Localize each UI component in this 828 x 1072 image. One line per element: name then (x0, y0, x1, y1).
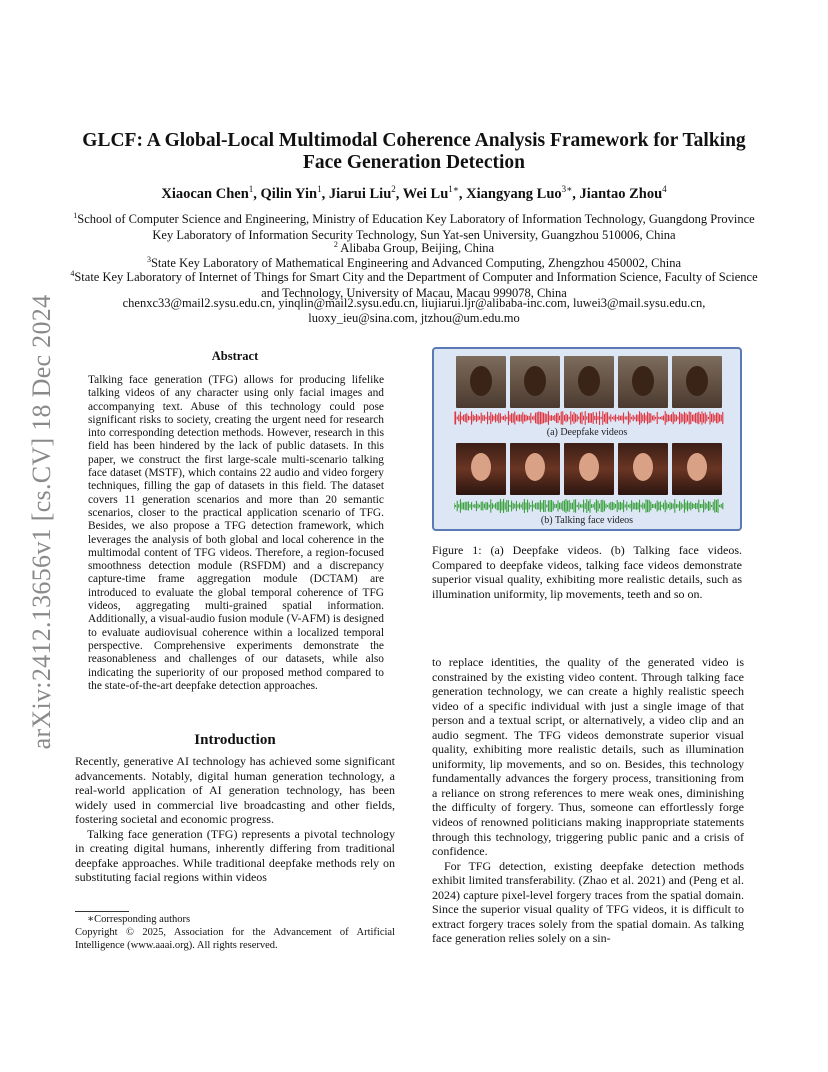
video-frame (564, 356, 614, 408)
author-sup: 4 (662, 184, 667, 194)
affil-text: Alibaba Group, Beijing, China (337, 241, 495, 256)
video-frame (618, 443, 668, 495)
arxiv-id: arXiv:2412.13656v1 [cs.CV] 18 Dec 2024 (27, 294, 56, 750)
face-shape (524, 366, 546, 396)
arxiv-watermark (24, 282, 60, 762)
figure-1 (432, 347, 742, 531)
figure-subcaption-a: (a) Deepfake videos (546, 427, 628, 438)
video-frame (672, 356, 722, 408)
author-name: Xiaocan Chen (161, 185, 249, 202)
author-name: Qilin Yin (260, 185, 318, 202)
author-sup: 3∗ (561, 184, 573, 194)
affil-text: State Key Laboratory of Internet of Things for Smart City and the Department of Computer and Information Science, Faculty of Science and Technology, University of Macau, Macau 999078, China (74, 270, 758, 300)
author-emails: chenxc33@mail2.sysu.edu.cn, yinqlin@mail2.sysu.edu.cn, liujiarui.ljr@alibaba-inc.com, luwei3@mail.sysu.edu.cn, luoxy_ieu@sina.com, jtzhou@um.edu.mo (122, 296, 706, 326)
video-frame (510, 356, 560, 408)
face-shape (471, 453, 491, 481)
introduction-right (432, 655, 744, 946)
abstract-heading: Abstract (211, 349, 259, 363)
intro-paragraph-4: For TFG detection, existing deepfake detection methods exhibit limited transferability. (Zhao et al. 2021) and (Peng et al. 2024) capture pixel-level forgery traces from the spatial domain. Since the superior visual quality of TFG videos, it is difficult to extract forgery traces solely from the spatial domain. As talking face generation relies solely on a sin- (432, 858, 744, 946)
intro-paragraph-1: Recently, generative AI technology has achieved some significant advancements. Notably, digital human generation technology, a real-world application of AI generation technology, has been widely used in commercial live broadcasting and other fields, fostering societal and economic progress. (75, 754, 395, 826)
affil-sup: 2 (333, 240, 338, 249)
video-frame (564, 443, 614, 495)
copyright-notice: Copyright © 2025, Association for the Advancement of Artificial Intelligence (www.aaai.org). All rights reserved. (75, 926, 395, 951)
talking-face-audio-waveform (454, 499, 724, 513)
figure-caption: Figure 1: (a) Deepfake videos. (b) Talking face videos. Compared to deepfake videos, talking face videos demonstrate superior visual quality, exhibiting more realistic details, such as illumination uniformity, lip movements, teeth and so on. (432, 543, 742, 601)
author-name: Wei Lu (402, 185, 449, 202)
author-list: Xiaocan Chen$^1$, Qilin Yin$^1$, Jiarui Liu$^2$, Wei $Lu^{1∗}$, Xiangyang Luo$^{3∗}$, Jiantao Zhou$^4$ (161, 184, 667, 202)
intro-paragraph-3: to replace identities, the quality of the generated video is constrained by the existing video content. Through talking face generation technology, we can create a highly realistic speech video of a specific individual with just a single image of that person and a textual script, or alternatively, a video clip and an audio segment. The TFG videos demonstrate superior visual quality, exhibiting more realistic details, such as illumination uniformity, lip movements, and so on. Besides, this technology fundamentally advances the forgery process, transitioning from a reliance on strong references to mere weak ones, diminishing the difficulty of forgery. Thus, someone can effortlessly forge videos of renowned politicians making inappropriate statements through this technology, triggering public panic and a crisis of confidence. (432, 655, 744, 859)
author-sup: 1∗ (448, 184, 459, 194)
author-name: Jiarui Liu (328, 185, 392, 202)
face-shape (686, 366, 708, 396)
affil-sup: 1 (73, 211, 78, 220)
deepfake-frames (456, 356, 722, 408)
author-name: Jiantao Zhou (579, 185, 663, 202)
face-shape (470, 366, 492, 396)
footnote-block (75, 914, 395, 952)
introduction-heading: Introduction (194, 732, 276, 748)
affil-text: School of Computer Science and Engineering, Ministry of Education Key Laboratory of Information Technology, Guangdong Province Key Laboratory of Information Security Technology, Sun Yat-sen University, Guangzhou 510006, China (77, 212, 755, 242)
affil-text: State Key Laboratory of Mathematical Engineering and Advanced Computing, Zhengzhou 450002, China (150, 256, 682, 271)
author-sup: 1 (248, 184, 254, 194)
affil-sup: 3 (146, 255, 151, 264)
author-sup: 2 (391, 184, 396, 194)
face-shape (632, 366, 654, 396)
introduction-left (75, 754, 395, 885)
author-name: Xiangyang Luo (466, 185, 562, 202)
video-frame (672, 443, 722, 495)
affil-sup: 4 (70, 269, 75, 278)
video-frame (456, 356, 506, 408)
figure-subcaption-b: (b) Talking face videos (540, 515, 634, 526)
video-frame (618, 356, 668, 408)
abstract-text: Talking face generation (TFG) allows for producing lifelike talking videos of any character using only facial images and accompanying text. Abuse of this technology could pose significant risks to society, creating the urgent need for research into corresponding detection methods. However, research in this field has been hindered by the lack of public datasets. In this paper, we construct the first large-scale multi-scenario talking face dataset (MSTF), which contains 22 audio and video forgery techniques, filling the gap of datasets in this field. The dataset covers 11 generation scenarios and more than 20 semantic scenarios, closer to the practical application scenario of TFG. Besides, we also propose a TFG detection framework, which leverages the analysis of both global and local coherence in the multimodal content of TFG videos. Therefore, a region-focused smoothness detection module (RSFDM) and a discrepancy capture-time frame aggregation module (DCTAM) are introduced to evaluate the global temporal coherence of TFG videos, aggregating multi-grained spatial information. Additionally, a visual-audio fusion module (V-AFM) is designed to evaluate audiovisual coherence within a localized temporal perspective. Comprehensive experiments demonstrate the reasonableness and challenges of our datasets, while also indicating the superiority of our proposed method compared to the state-of-the-art deepfake detection approaches. (88, 374, 384, 692)
deepfake-audio-waveform (454, 411, 724, 425)
face-shape (633, 453, 653, 481)
footnote-corresponding: ∗Corresponding authors (87, 914, 191, 925)
talking-face-frames (456, 443, 722, 495)
footnote-rule (75, 911, 129, 912)
author-sup: 1 (317, 184, 322, 194)
face-shape (579, 453, 599, 481)
video-frame (510, 443, 560, 495)
paper-title: GLCF: A Global-Local Multimodal Coherence Analysis Framework for Talking Face Generation Detection (82, 130, 746, 173)
face-shape (525, 453, 545, 481)
face-shape (578, 366, 600, 396)
intro-paragraph-2: Talking face generation (TFG) represents a pivotal technology in creating digital humans, inherently differing from traditional deepfake approaches. While traditional deepfake methods rely on substituting facial regions within videos (75, 826, 395, 884)
face-shape (687, 453, 707, 481)
video-frame (456, 443, 506, 495)
